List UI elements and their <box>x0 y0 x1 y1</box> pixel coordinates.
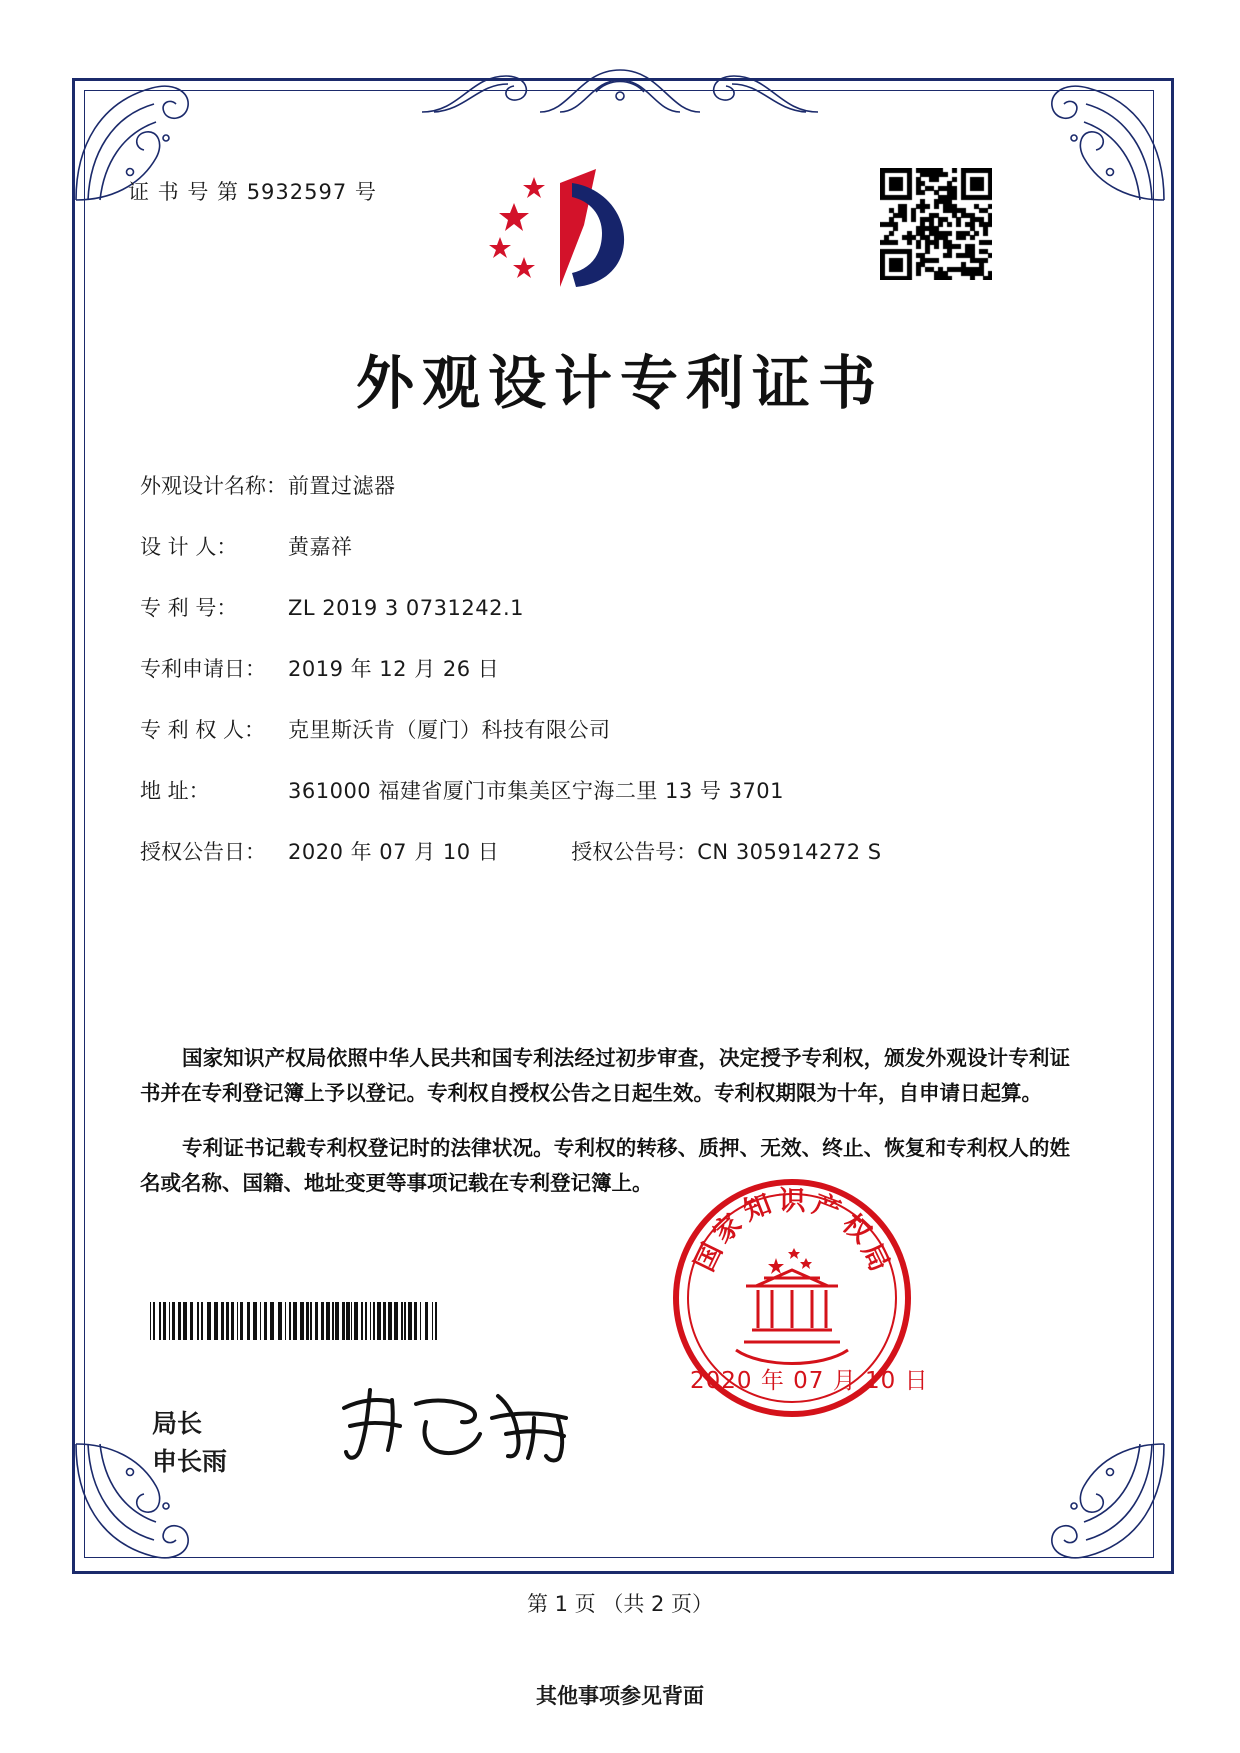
svg-text:国: 国 <box>689 1238 729 1277</box>
fields-list <box>140 470 1040 897</box>
field-patentee <box>140 714 1040 744</box>
grant-number-label: 授权公告号： <box>571 840 698 864</box>
page-title: 外观设计专利证书 <box>355 349 884 417</box>
field-label: 专利申请日： <box>140 657 266 681</box>
director-title: 局长 <box>152 1409 203 1438</box>
verification-qr-code <box>880 168 992 280</box>
field-label: 设 计 人： <box>140 535 238 559</box>
corner-ornament-icon <box>1040 76 1170 206</box>
grant-date-label: 授权公告日： <box>140 840 266 864</box>
director-signature-block <box>152 1405 227 1481</box>
svg-text:识: 识 <box>778 1186 806 1217</box>
field-design-name <box>140 470 1040 500</box>
director-handwritten-signature-icon <box>330 1378 590 1468</box>
top-ornament-icon <box>420 62 820 118</box>
field-label: 外观设计名称： <box>140 474 287 498</box>
page-number: 第 1 页 （共 2 页） <box>526 1592 714 1616</box>
field-designer <box>140 531 1040 561</box>
field-application-date <box>140 653 1040 683</box>
legal-text <box>140 1020 1070 1205</box>
director-name: 申长雨 <box>152 1447 228 1476</box>
field-grant-announcement <box>140 836 1040 866</box>
grant-number-value: CN 305914272 S <box>697 840 882 864</box>
paragraph-1: 国家知识产权局依照中华人民共和国专利法经过初步审查，决定授予专利权，颁发外观设计专利证书并在专利登记簿上予以登记。专利权自授权公告之日起生效。专利权期限为十年，自申请日起算。 <box>140 1045 1070 1105</box>
field-label: 专 利 权 人： <box>140 718 266 742</box>
field-label: 专 利 号： <box>140 596 238 620</box>
corner-ornament-icon <box>1040 1438 1170 1568</box>
field-value: 前置过滤器 <box>288 474 396 498</box>
svg-text:家: 家 <box>707 1208 748 1250</box>
svg-text:知: 知 <box>739 1188 776 1228</box>
paragraph-2: 专利证书记载专利权登记时的法律状况。专利权的转移、质押、无效、终止、恢复和专利权人的姓名或名称、国籍、地址变更等事项记载在专利登记簿上。 <box>140 1136 1070 1195</box>
field-address <box>140 775 1040 805</box>
field-patent-number <box>140 592 1040 622</box>
field-value: ZL 2019 3 0731242.1 <box>288 596 524 620</box>
cnipa-logo-icon <box>468 165 648 300</box>
document-barcode <box>150 1302 440 1340</box>
field-value: 克里斯沃肯（厦门）科技有限公司 <box>288 718 611 742</box>
certificate-number: 证 书 号 第 5932597 号 <box>128 180 377 204</box>
svg-text:局: 局 <box>855 1238 895 1277</box>
back-side-note: 其他事项参见背面 <box>536 1683 704 1708</box>
field-value: 2019 年 12 月 26 日 <box>288 657 500 681</box>
field-value: 361000 福建省厦门市集美区宁海二里 13 号 3701 <box>288 779 785 803</box>
svg-text:产: 产 <box>808 1188 845 1228</box>
seal-date: 2020 年 07 月 10 日 <box>690 1368 929 1394</box>
field-value: 黄嘉祥 <box>288 535 353 559</box>
grant-date-value: 2020 年 07 月 10 日 <box>288 840 500 864</box>
svg-text:权: 权 <box>836 1208 877 1250</box>
field-label: 地 址： <box>140 779 210 803</box>
